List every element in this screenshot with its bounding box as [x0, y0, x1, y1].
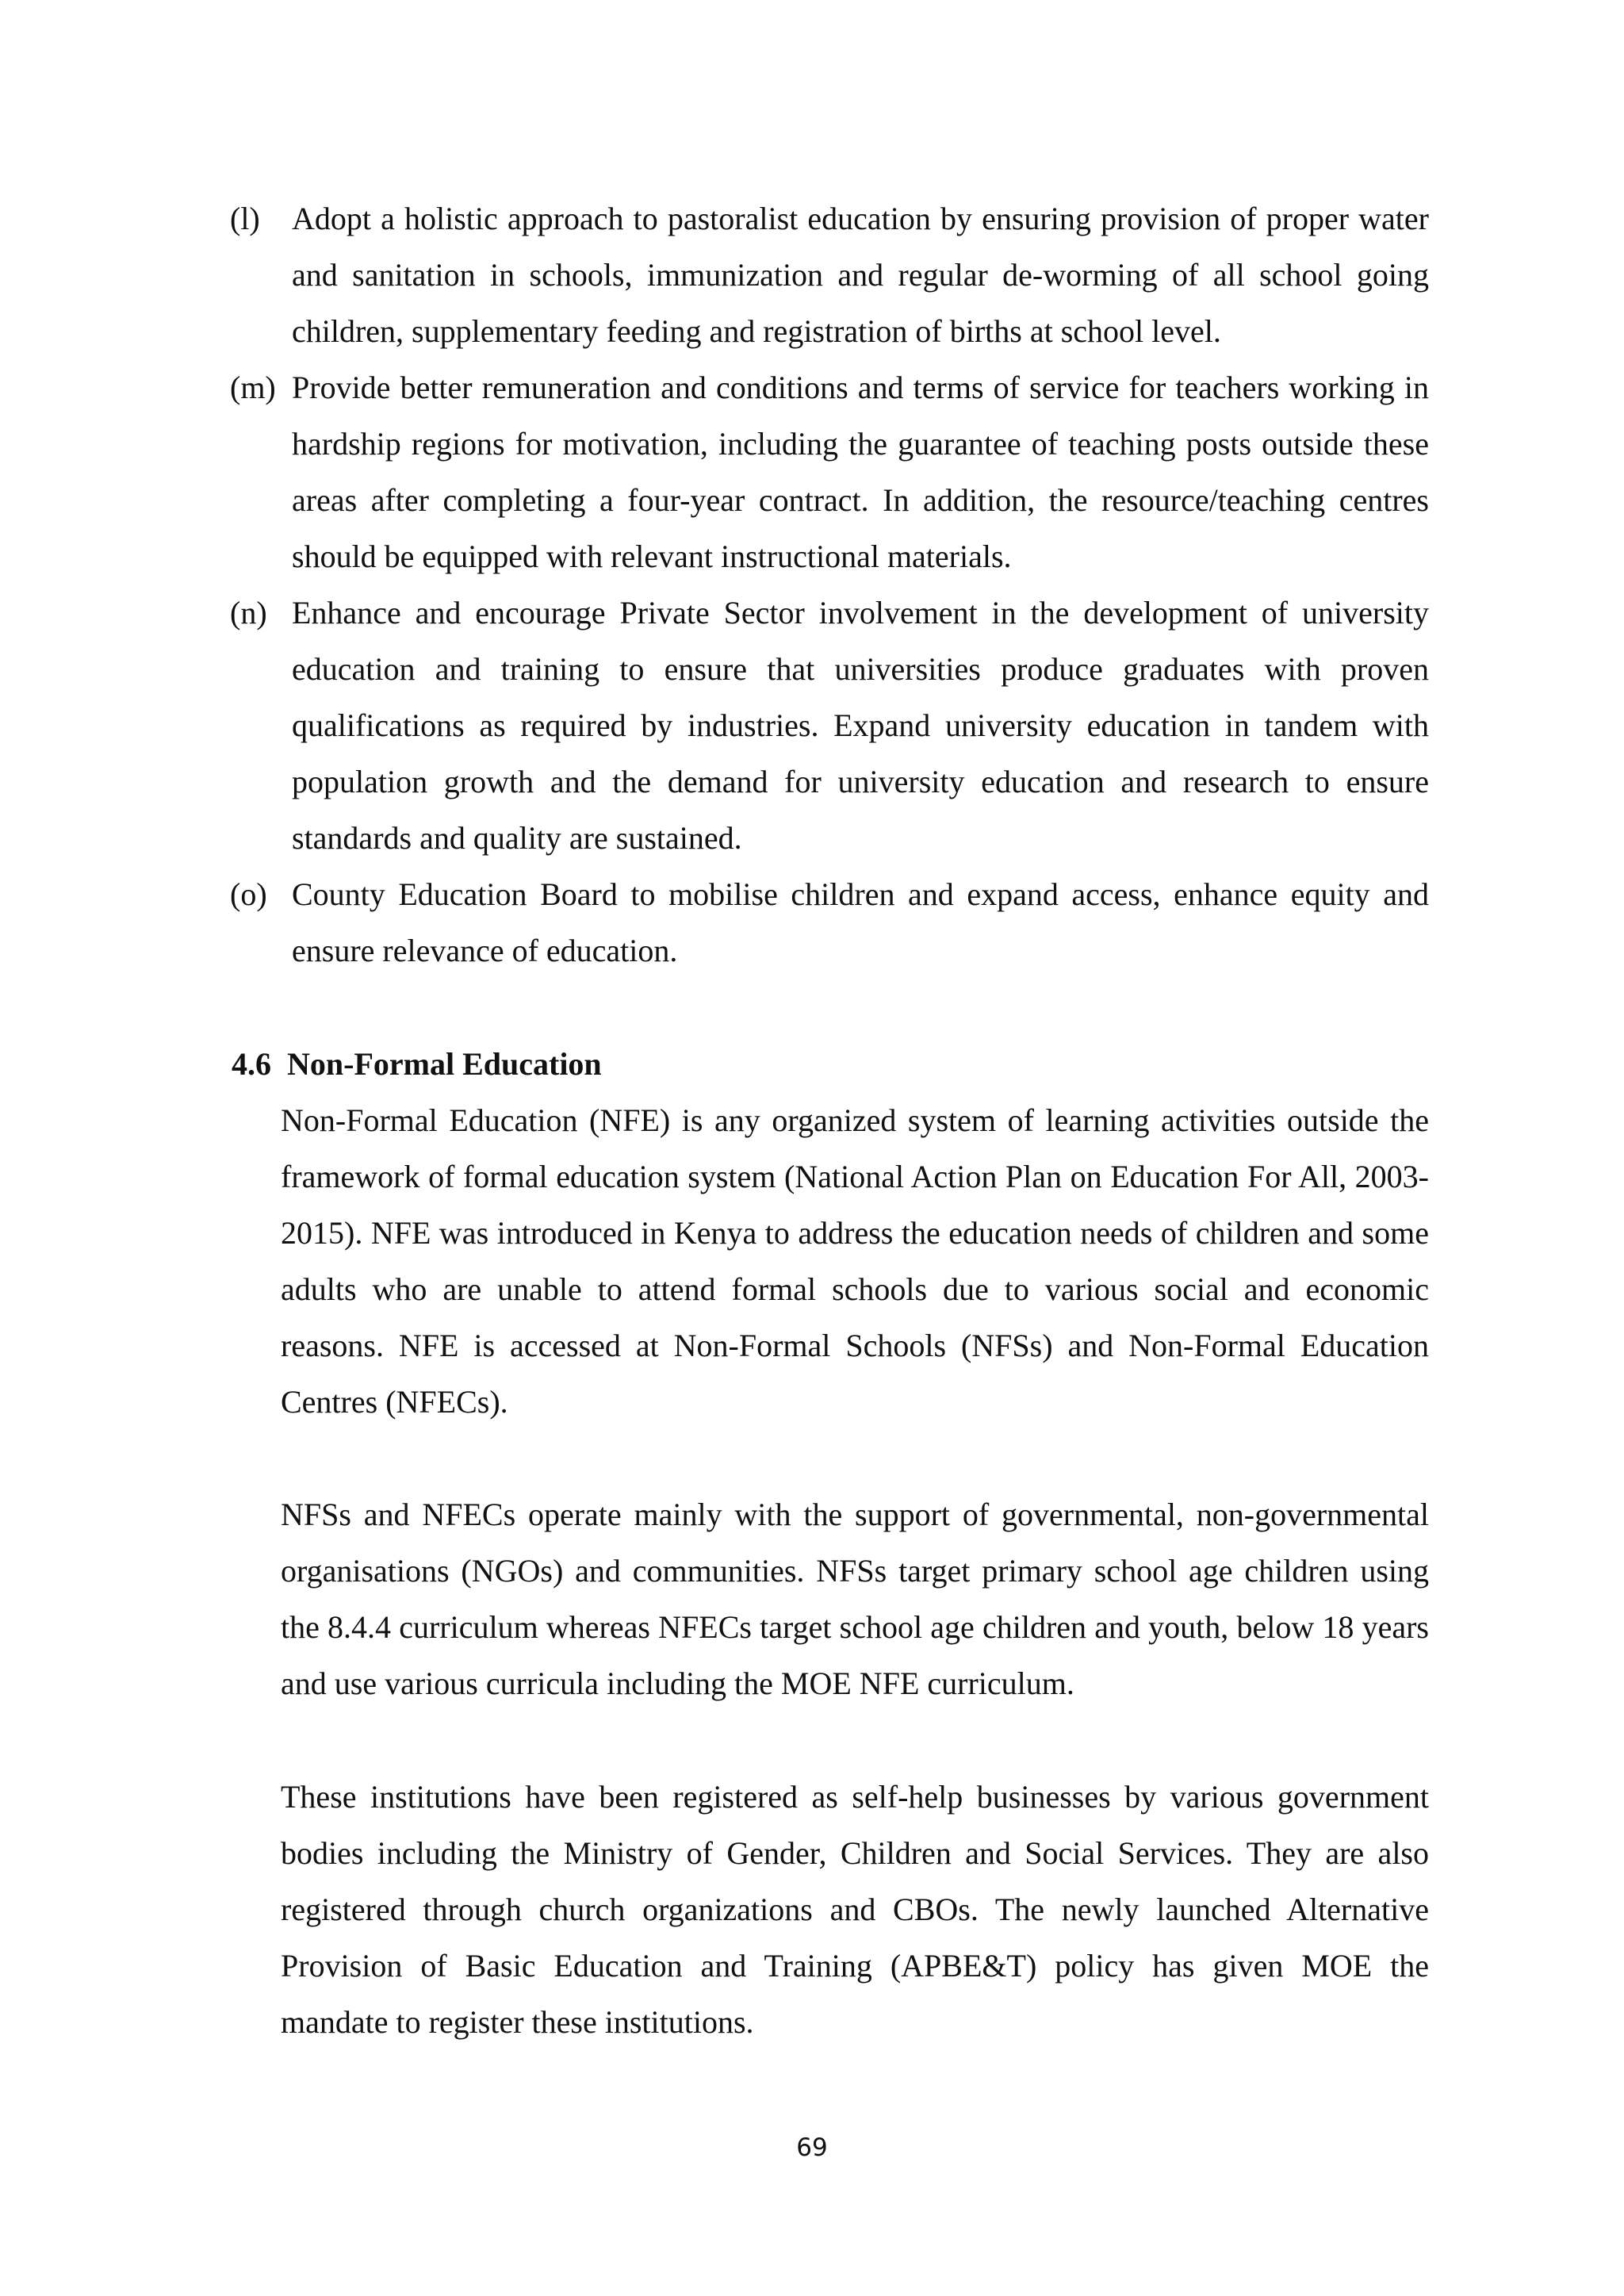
list-item-marker: (o) [230, 876, 267, 912]
list-item [230, 190, 1429, 359]
section-heading [232, 1036, 602, 1092]
section-number: 4.6 [232, 1046, 271, 1082]
paragraph-nfe-operations: NFSs and NFECs operate mainly with the support of governmental, non-governmental organisations (NGOs) and communities. NFSs target primary school age children using the 8.4.4 curriculum whereas NFECs target school age children and youth, below 18 years and use various curricula including the MOE NFE curriculum. [281, 1497, 1429, 1701]
paragraph-nfe-registration: These institutions have been registered as self-help businesses by various government bodies including the Ministry of Gender, Children and Social Services. They are also registered through church organizations and CBOs. The newly launched Alternative Provision of Basic Education and Training (APBE&T) policy has given MOE the mandate to register these institutions. [281, 1779, 1429, 2040]
list-item-text: Adopt a holistic approach to pastoralist education by ensuring provision of proper water and sanitation in schools, immunization and regular de-worming of all school going children, supplementary feeding and registration of births at school level. [292, 201, 1429, 349]
list-item-marker: (m) [230, 370, 276, 405]
list-item-marker: (n) [230, 595, 267, 631]
section-title: Non-Formal Education [287, 1046, 602, 1082]
paragraph-nfe-definition: Non-Formal Education (NFE) is any organized system of learning activities outside the framework of formal education system (National Action Plan on Education For All, 2003-2015). NFE was introduced in Kenya to address the education needs of children and some adults who are unable to attend formal schools due to various social and economic reasons. NFE is accessed at Non-Formal Schools (NFSs) and Non-Formal Education Centres (NFECs). [281, 1102, 1429, 1420]
list-item [230, 585, 1429, 866]
list-item-text: County Education Board to mobilise children and expand access, enhance equity and ensure relevance of education. [292, 876, 1429, 968]
list-item [230, 359, 1429, 585]
list-item-text: Enhance and encourage Private Sector involvement in the development of university education and training to ensure that universities produce graduates with proven qualifications as required by industries. Expand university education in tandem with population growth and the demand for university education and research to ensure standards and quality are sustained. [292, 595, 1429, 856]
recommendations-list [230, 190, 1429, 979]
list-item-marker: (l) [230, 201, 260, 236]
list-item-text: Provide better remuneration and conditions and terms of service for teachers working in hardship regions for motivation, including the guarantee of teaching posts outside these areas after completing a four-year contract. In addition, the resource/teaching centres should be equipped with relevant instructional materials. [292, 370, 1429, 574]
page-number: 69 [796, 2133, 828, 2162]
list-item [230, 866, 1429, 979]
